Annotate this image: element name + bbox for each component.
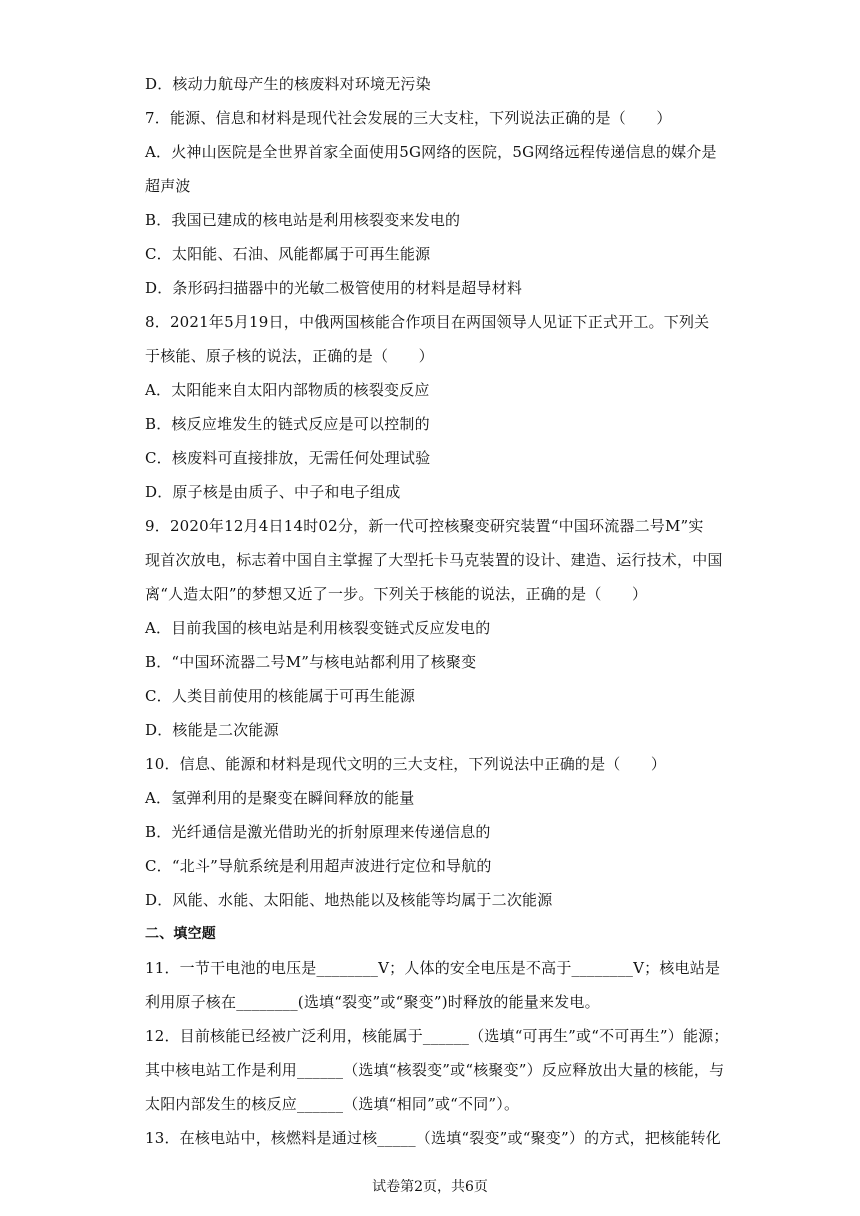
option-9a: A．目前我国的核电站是利用核裂变链式反应发电的	[145, 619, 491, 637]
option-8d: D．原子核是由质子、中子和电子组成	[145, 483, 401, 501]
option-7a: A．火神山医院是全世界首家全面使用5G网络的医院，5G网络远程传递信息的媒介是	[145, 143, 717, 161]
question-12: 12．目前核能已经被广泛利用，核能属于______（选填“可再生”或“不可再生”）能源；	[145, 1027, 729, 1045]
option-9d: D．核能是二次能源	[145, 721, 279, 739]
section-title-fill-blank: 二、填空题	[145, 926, 216, 942]
option-7c: C．太阳能、石油、风能都属于可再生能源	[145, 245, 431, 263]
question-13: 13．在核电站中，核燃料是通过核_____（选填“裂变”或“聚变”）的方式，把核能转化	[145, 1129, 721, 1147]
option-7d: D．条形码扫描器中的光敏二极管使用的材料是超导材料	[145, 279, 523, 297]
option-6d: D．核动力航母产生的核废料对环境无污染	[145, 75, 431, 93]
question-8: 8．2021年5月19日，中俄两国核能合作项目在两国领导人见证下正式开工。下列关	[145, 313, 710, 331]
option-7a-cont: 超声波	[145, 177, 191, 195]
question-12-cont-2: 太阳内部发生的核反应______（选填“相同”或“不同”）。	[145, 1095, 520, 1113]
question-11: 11．一节干电池的电压是________V；人体的安全电压是不高于________V；核电站是	[145, 959, 721, 977]
option-10c: C．“北斗”导航系统是利用超声波进行定位和导航的	[145, 857, 492, 875]
option-8a: A．太阳能来自太阳内部物质的核裂变反应	[145, 381, 430, 399]
option-8b: B．核反应堆发生的链式反应是可以控制的	[145, 415, 430, 433]
question-11-cont: 利用原子核在________(选填“裂变”或“聚变”)时释放的能量来发电。	[145, 993, 600, 1011]
question-7: 7．能源、信息和材料是现代社会发展的三大支柱，下列说法正确的是（ ）	[145, 109, 672, 127]
option-9b: B．“中国环流器二号M”与核电站都利用了核聚变	[145, 653, 477, 671]
option-10b: B．光纤通信是激光借助光的折射原理来传递信息的	[145, 823, 491, 841]
question-9-cont-2: 离“人造太阳”的梦想又近了一步。下列关于核能的说法，正确的是（ ）	[145, 585, 648, 603]
question-9-cont-1: 现首次放电，标志着中国自主掌握了大型托卡马克装置的设计、建造、运行技术，中国	[145, 551, 723, 569]
option-10d: D．风能、水能、太阳能、地热能以及核能等均属于二次能源	[145, 891, 553, 909]
question-9: 9．2020年12月4日14时02分，新一代可控核聚变研究装置“中国环流器二号M”实	[145, 517, 704, 535]
option-9c: C．人类目前使用的核能属于可再生能源	[145, 687, 416, 705]
option-10a: A．氢弹利用的是聚变在瞬间释放的能量	[145, 789, 415, 807]
question-10: 10．信息、能源和材料是现代文明的三大支柱，下列说法中正确的是（ ）	[145, 755, 667, 773]
option-8c: C．核废料可直接排放，无需任何处理试验	[145, 449, 431, 467]
option-7b: B．我国已建成的核电站是利用核裂变来发电的	[145, 211, 461, 229]
page-footer: 试卷第2页，共6页	[372, 1179, 488, 1195]
question-12-cont-1: 其中核电站工作是利用______（选填“核裂变”或“核聚变”）反应释放出大量的核能，与	[145, 1061, 725, 1079]
question-8-cont: 于核能、原子核的说法，正确的是（ ）	[145, 347, 434, 365]
